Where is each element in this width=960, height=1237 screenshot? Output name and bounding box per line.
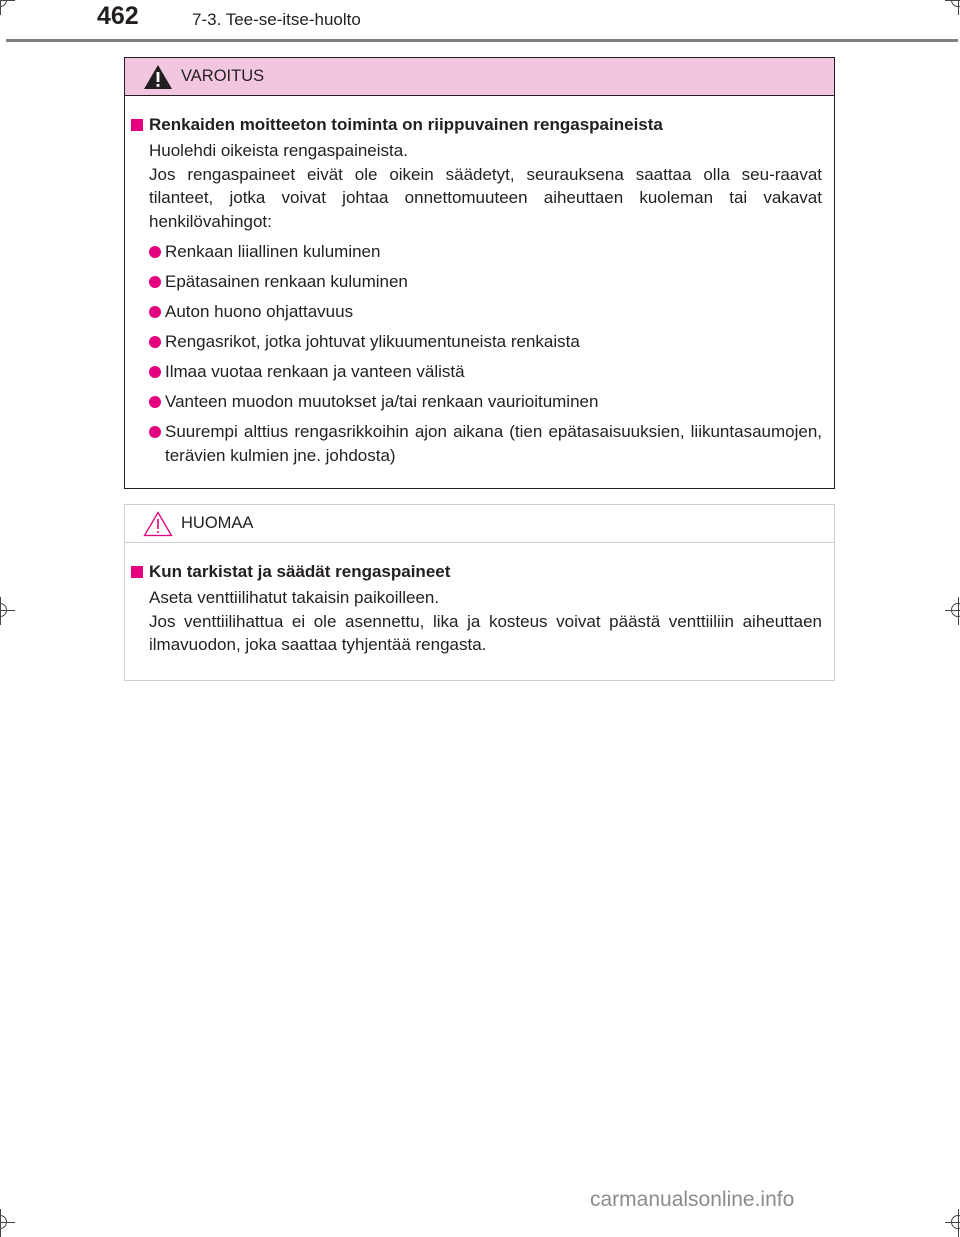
- list-item: [149, 240, 822, 264]
- circle-bullet-icon: [149, 336, 161, 348]
- notice-heading: [131, 561, 822, 583]
- list-item: [149, 270, 822, 294]
- warning-heading-text: Renkaiden moitteeton toiminta on riippuvainen rengaspaineista: [149, 115, 663, 134]
- crop-mark-bottom-left: [0, 1209, 15, 1237]
- list-item: [149, 360, 822, 384]
- list-item-text: Suurempi alttius rengasrikkoihin ajon aikana (tien epätasaisuuksien, liikuntasaumojen, terävien kulmien jne. johdosta): [165, 422, 822, 465]
- warning-paragraph: Huolehdi oikeista rengaspaineista.: [149, 141, 408, 160]
- circle-bullet-icon: [149, 366, 161, 378]
- square-bullet-icon: [131, 119, 143, 131]
- notice-heading-text: Kun tarkistat ja säädät rengaspaineet: [149, 562, 451, 581]
- crop-mark-mid-left: [0, 597, 15, 625]
- warning-paragraph: Jos rengaspaineet eivät ole oikein säädetyt, seurauksena saattaa olla seu-raavat tilanteet, jotka voivat johtaa onnettomuuteen aiheuttaen kuoleman tai vakavat henkilövahingot:: [149, 164, 822, 231]
- notice-text: [131, 586, 822, 657]
- list-item-text: Epätasainen renkaan kuluminen: [165, 272, 408, 291]
- watermark: carmanualsonline.info: [590, 1188, 795, 1211]
- warning-triangle-icon: [143, 64, 173, 90]
- list-item: [149, 300, 822, 324]
- circle-bullet-icon: [149, 246, 161, 258]
- circle-bullet-icon: [149, 276, 161, 288]
- warning-heading: [131, 114, 822, 136]
- warning-label: VAROITUS: [181, 67, 265, 85]
- crop-mark-mid-right: [945, 597, 960, 625]
- list-item: [149, 390, 822, 414]
- list-item: [149, 330, 822, 354]
- list-item: [149, 420, 822, 467]
- header-rule: [6, 39, 958, 42]
- notice-paragraph: Aseta venttiilihatut takaisin paikoilleen.: [149, 588, 440, 607]
- list-item-text: Vanteen muodon muutokset ja/tai renkaan vaurioituminen: [165, 392, 599, 411]
- list-item-text: Renkaan liiallinen kuluminen: [165, 242, 381, 261]
- notice-content: [125, 561, 834, 657]
- notice-paragraph: Jos venttiilihattua ei ole asennettu, lika ja kosteus voivat päästä venttiiliin aiheuttaen ilmavuodon, joka saattaa tyhjentää rengasta.: [149, 611, 822, 654]
- warning-header: [125, 58, 834, 96]
- page-number: 462: [97, 2, 139, 30]
- list-item-text: Auton huono ohjattavuus: [165, 302, 354, 321]
- circle-bullet-icon: [149, 306, 161, 318]
- section-title: 7-3. Tee-se-itse-huolto: [192, 10, 361, 29]
- notice-header: [125, 505, 834, 543]
- list-item-text: Rengasrikot, jotka johtuvat ylikuumentuneista renkaista: [165, 332, 580, 351]
- caution-triangle-icon: [143, 511, 173, 537]
- circle-bullet-icon: [149, 426, 161, 438]
- notice-box: [124, 504, 835, 681]
- warning-content: [125, 114, 834, 467]
- page-header: [0, 0, 960, 44]
- crop-mark-bottom-right: [945, 1209, 960, 1237]
- notice-label: HUOMAA: [181, 514, 254, 532]
- square-bullet-icon: [131, 566, 143, 578]
- list-item-text: Ilmaa vuotaa renkaan ja vanteen välistä: [165, 362, 465, 381]
- warning-box: [124, 57, 835, 489]
- circle-bullet-icon: [149, 396, 161, 408]
- warning-bullet-list: [131, 240, 822, 467]
- warning-text: [131, 139, 822, 233]
